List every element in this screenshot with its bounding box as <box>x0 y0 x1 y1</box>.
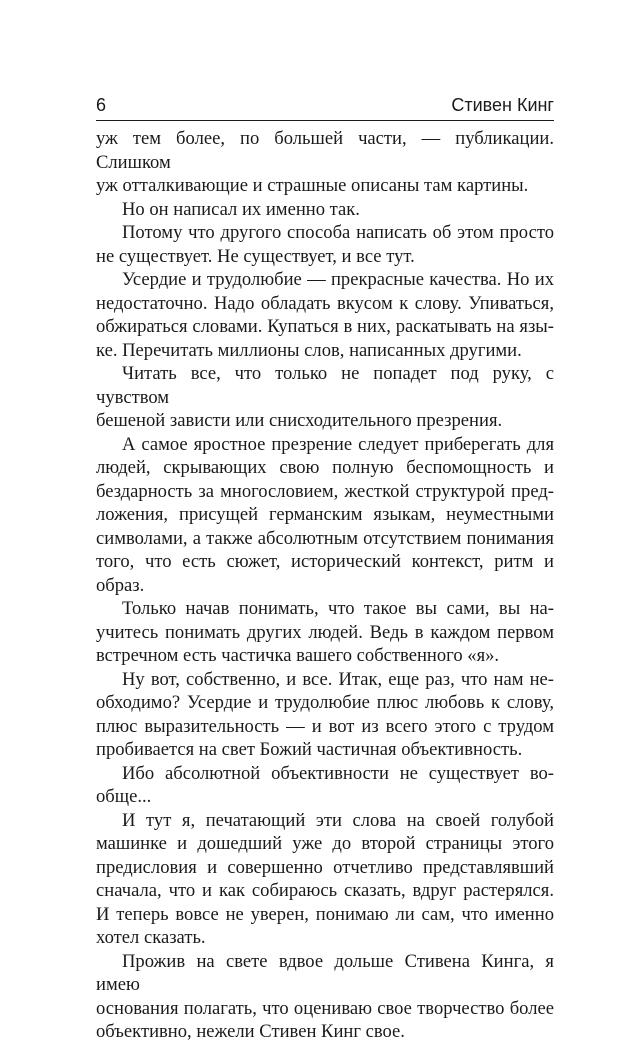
text-line: Усердие и трудолюбие — прекрасные качества. Но их <box>122 269 554 290</box>
text-line: того, что есть сюжет, исторический контекст, ритм и образ. <box>96 551 554 596</box>
text-line: Прожив на свете вдвое дольше Стивена Кинга, я имею <box>96 950 554 995</box>
text-line: И тут я, печатающий эти слова на своей голубой <box>122 809 554 831</box>
text-line: сначала, что и как собираюсь сказать, вдруг растерялся. <box>96 880 554 901</box>
text-line: пробивается на свет Божий частичная объективность. <box>96 739 523 760</box>
text-line: хотел сказать. <box>96 927 206 948</box>
running-title: Стивен Кинг <box>451 95 554 115</box>
text-line: обходимо? Усердие и трудолюбие плюс любовь к слову, <box>96 692 554 713</box>
text-line: И теперь вовсе не уверен, понимаю ли сам, что именно <box>96 903 554 925</box>
page-number: 6 <box>96 95 107 115</box>
text-line: символами, а также абсолютным отсутствием понимания <box>96 527 554 549</box>
text-line: учитесь понимать других людей. Ведь в каждом первом <box>96 621 554 643</box>
text-line: Потому что другого способа написать об этом просто <box>122 222 554 243</box>
text-line: предисловия и совершенно отчетливо представлявший <box>96 856 554 878</box>
text-line: ложения, присущей германским языкам, неуместными <box>96 504 554 525</box>
header-rule <box>96 120 554 121</box>
text-line: недостаточно. Надо обладать вкусом к слову. Упиваться, <box>96 292 554 314</box>
text-line: уж тем более, по большей части, — публикации. Слишком <box>96 128 554 173</box>
text-line: Читать все, что только не попадет под руку, с чувством <box>96 363 554 408</box>
text-line: Ибо абсолютной объективности не существует во- <box>122 762 554 784</box>
text-line: обжираться словами. Купаться в них, раскатывать на язы- <box>96 316 554 337</box>
text-line: встречном есть частичка вашего собственного «я». <box>96 645 500 666</box>
text-line: основания полагать, что оцениваю свое творчество более <box>96 997 554 1019</box>
text-line: бешеной зависти или снисходительного презрения. <box>96 410 503 431</box>
text-line: бездарность за многословием, жесткой структурой пред- <box>96 480 554 502</box>
running-head <box>96 94 554 116</box>
text-line: Только начав понимать, что такое вы сами, вы на- <box>122 598 554 619</box>
text-line: обще... <box>96 786 152 807</box>
text-line: Но он написал их именно так. <box>122 198 360 220</box>
text-line: плюс выразительность — и вот из всего этого с трудом <box>96 715 554 737</box>
text-line: машинке и дошедший уже до второй страницы этого <box>96 833 554 854</box>
text-line: ке. Перечитать миллионы слов, написанных другими. <box>96 339 522 361</box>
text-line: уж отталкивающие и страшные описаны там картины. <box>96 175 529 196</box>
text-line: А самое яростное презрение следует приберегать для <box>122 433 554 455</box>
body-text <box>96 127 554 1044</box>
text-line: людей, скрывающих свою полную беспомощность и <box>96 457 554 478</box>
text-line: не существует. Не существует, и все тут. <box>96 245 415 267</box>
text-line: объективно, нежели Стивен Кинг свое. <box>96 1021 405 1042</box>
text-line: Ну вот, собственно, и все. Итак, еще раз, что нам не- <box>122 668 554 690</box>
